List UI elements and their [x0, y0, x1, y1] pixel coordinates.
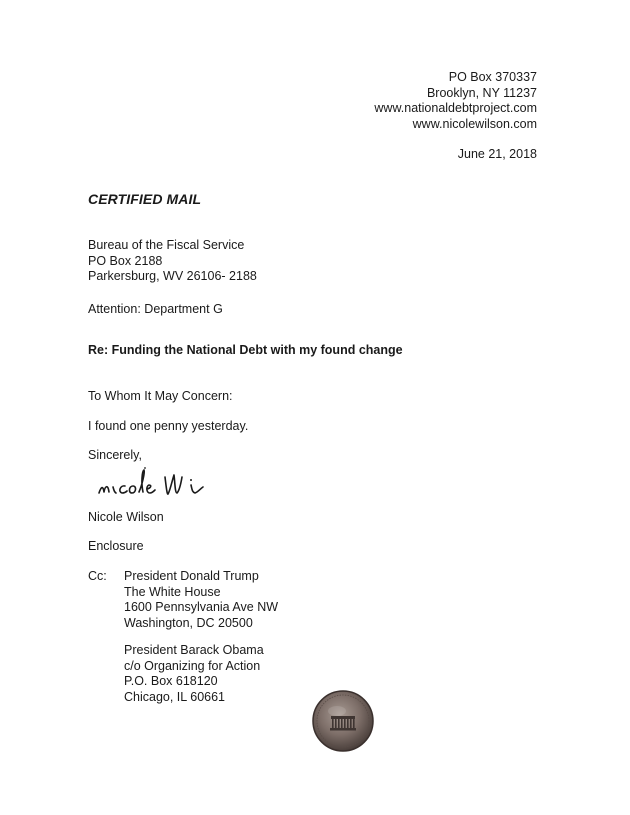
body-text: I found one penny yesterday. [88, 419, 249, 433]
cc-recipient-line: Washington, DC 20500 [124, 615, 253, 630]
certified-mail-label: CERTIFIED MAIL [88, 191, 202, 207]
cc-recipient-line: The White House [124, 584, 221, 599]
signer-name: Nicole Wilson [88, 510, 164, 524]
recipient-line: PO Box 2188 [88, 253, 163, 268]
cc-recipient-trump [124, 569, 278, 631]
cc-recipient-line: c/o Organizing for Action [124, 658, 261, 673]
return-address [374, 70, 537, 132]
subject-line: Re: Funding the National Debt with my found change [88, 343, 403, 357]
recipient-address [88, 238, 257, 285]
return-address-line: www.nicolewilson.com [412, 116, 537, 131]
attention-line: Attention: Department G [88, 302, 223, 316]
cc-recipient-obama [124, 643, 264, 705]
cc-recipient-line: 1600 Pennsylvania Ave NW [124, 600, 279, 614]
letter-date: June 21, 2018 [457, 147, 537, 161]
return-address-line: www.nationaldebtproject.com [374, 101, 537, 115]
cc-recipient-line: Chicago, IL 60661 [124, 689, 226, 704]
cc-recipient-line: President Donald Trump [124, 569, 259, 583]
enclosure-note: Enclosure [88, 539, 144, 553]
return-address-line: Brooklyn, NY 11237 [426, 85, 537, 100]
penny-coin-image [311, 689, 375, 753]
closing: Sincerely, [88, 448, 142, 462]
recipient-line: Parkersburg, WV 26106- 2188 [88, 269, 257, 283]
return-address-line: PO Box 370337 [448, 70, 537, 84]
handwritten-signature [95, 465, 245, 503]
cc-label: Cc: [88, 569, 107, 583]
signature-text: nicole wi [95, 502, 100, 503]
salutation: To Whom It May Concern: [88, 389, 233, 403]
recipient-line: Bureau of the Fiscal Service [88, 238, 245, 252]
cc-recipient-line: P.O. Box 618120 [124, 674, 218, 688]
cc-recipient-line: President Barack Obama [124, 643, 264, 657]
